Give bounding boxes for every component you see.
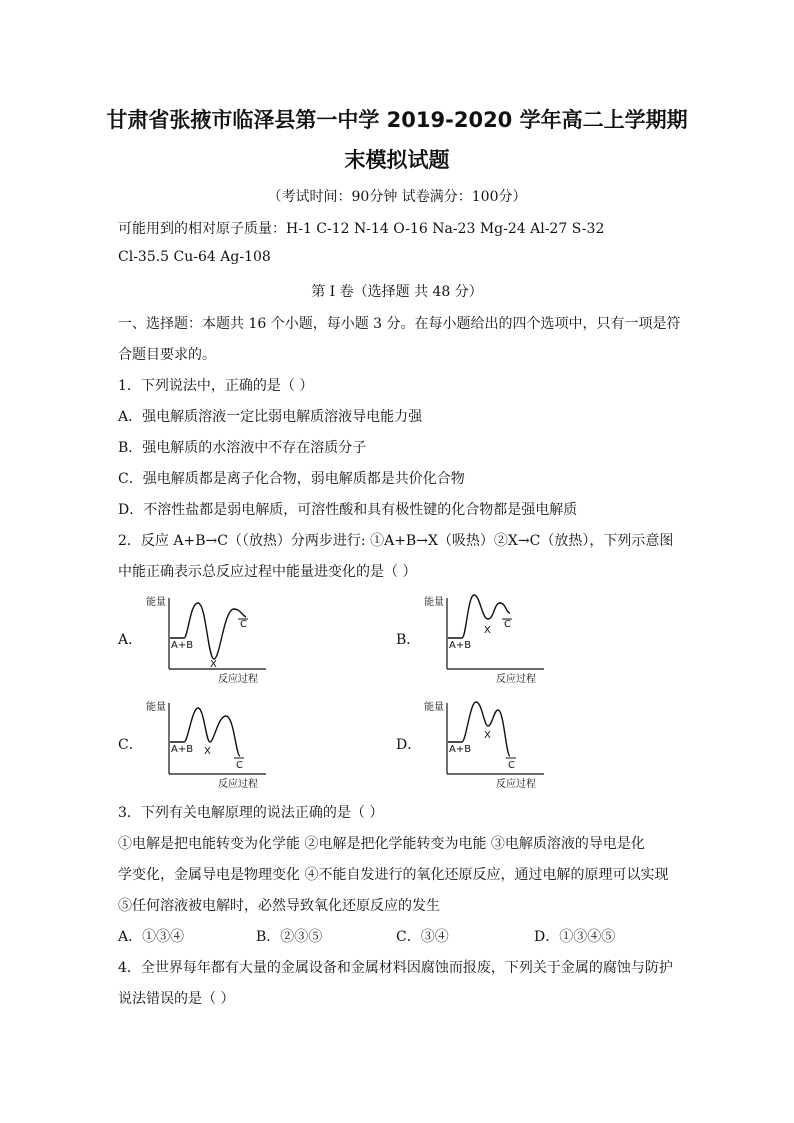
intermediate-label: X xyxy=(484,730,491,741)
q4-line1: 4．全世界每年都有大量的金属设备和金属材料因腐蚀而报废，下列关于金属的腐蚀与防护 xyxy=(118,960,673,976)
intermediate-label: X xyxy=(204,746,211,757)
product-label: C xyxy=(240,619,247,630)
q1-option-b: B．强电解质的水溶液中不存在溶质分子 xyxy=(118,440,367,456)
reactants-label: A+B xyxy=(171,744,194,755)
q3-stem: 3．下列有关电解原理的说法正确的是（ ） xyxy=(118,805,384,821)
reactants-label: A+B xyxy=(449,640,472,651)
intermediate-label: X xyxy=(210,659,217,670)
y-axis-label: 能量 xyxy=(424,702,444,713)
x-axis-label: 反应过程 xyxy=(496,779,536,790)
section-intro-line1: 一、选择题：本题共 16 个小题，每小题 3 分。在每小题给出的四个选项中，只有一项是符 xyxy=(118,316,681,332)
reactants-label: A+B xyxy=(171,640,194,651)
x-axis-label: 反应过程 xyxy=(218,779,258,790)
q1-option-d: D．不溶性盐都是弱电解质，可溶性酸和具有极性键的化合物都是强电解质 xyxy=(118,502,578,518)
x-axis-label: 反应过程 xyxy=(496,674,536,685)
y-axis-label: 能量 xyxy=(146,702,166,713)
energy-diagram-b xyxy=(418,593,548,688)
q3-choice-c: C．③④ xyxy=(396,929,449,945)
product-label: C xyxy=(236,760,243,771)
reactants-label: A+B xyxy=(449,744,472,755)
y-axis-label: 能量 xyxy=(424,597,444,608)
q3-line3: ⑤任何溶液被电解时，必然导致氧化还原反应的发生 xyxy=(118,898,440,914)
q3-choice-d: D．①③④⑤ xyxy=(534,929,616,945)
product-label: C xyxy=(508,760,515,771)
energy-diagram-d xyxy=(418,698,548,793)
atomic-masses-line1: 可能用到的相对原子质量：H-1 C-12 N-14 O-16 Na-23 Mg-24 Al-27 S-32 xyxy=(118,221,605,237)
q2-option-a-label: A． xyxy=(118,632,143,648)
product-label: C xyxy=(504,619,511,630)
doc-title-line1: 甘肃省张掖市临泽县第一中学 2019-2020 学年高二上学期期 xyxy=(106,108,688,132)
energy-curve xyxy=(448,595,510,638)
q2-option-c-label: C． xyxy=(118,737,143,753)
q2-option-d-label: D． xyxy=(396,737,422,753)
atomic-masses-line2: Cl-35.5 Cu-64 Ag-108 xyxy=(118,249,271,265)
q4-line2: 说法错误的是（ ） xyxy=(118,991,235,1007)
intermediate-label: X xyxy=(484,625,491,636)
q2-stem-line2: 中能正确表示总反应过程中能量进变化的是（ ） xyxy=(118,564,417,580)
q1-stem: 1．下列说法中，正确的是（ ） xyxy=(118,378,314,394)
q2-option-b-label: B． xyxy=(396,632,421,648)
q3-line1: ①电解是把电能转变为化学能 ②电解是把化学能转变为电能 ③电解质溶液的导电是化 xyxy=(118,836,645,852)
q1-option-c: C．强电解质都是离子化合物，弱电解质都是共价化合物 xyxy=(118,471,465,487)
section-intro-line2: 合题目要求的。 xyxy=(118,347,216,363)
q1-option-a: A．强电解质溶液一定比弱电解质溶液导电能力强 xyxy=(118,409,423,425)
y-axis-label: 能量 xyxy=(146,597,166,608)
part1-header: 第 I 卷（选择题 共 48 分） xyxy=(311,284,483,300)
doc-title-line2: 末模拟试题 xyxy=(344,148,450,172)
energy-diagram-a xyxy=(140,593,270,688)
q3-line2: 学变化，金属导电是物理变化 ④不能自发进行的氧化还原反应，通过电解的原理可以实现 xyxy=(118,867,669,883)
x-axis-label: 反应过程 xyxy=(218,674,258,685)
q3-choice-a: A．①③④ xyxy=(118,929,185,945)
q3-choice-b: B．②③⑤ xyxy=(256,929,323,945)
exam-info: （考试时间：90分钟 试卷满分：100分） xyxy=(267,189,527,205)
energy-diagram-c xyxy=(140,698,270,793)
q2-stem-line1: 2．反应 A+B→C（（放热）分两步进行: ①A+B→X（吸热）②X→C（放热），下列示意图 xyxy=(118,533,674,549)
